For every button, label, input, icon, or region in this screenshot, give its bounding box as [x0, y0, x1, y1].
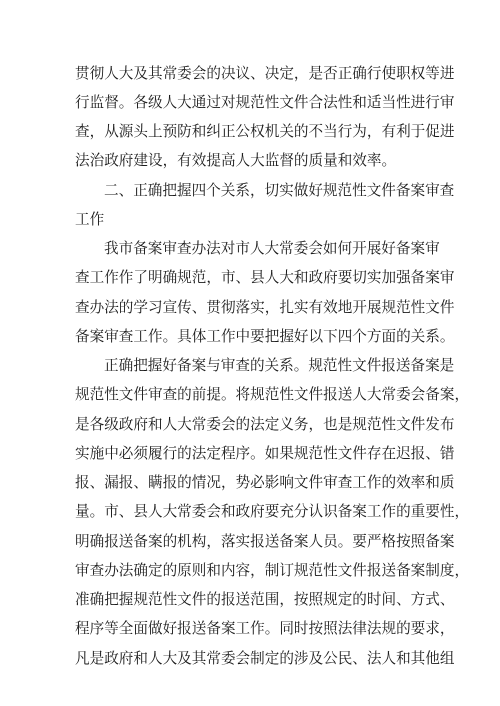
body-text-line: 凡是政府和人大及其常委会制定的涉及公民、法人和其他组 — [75, 650, 455, 667]
section-heading-line: 工作 — [75, 211, 105, 228]
body-text-line: 查工作作了明确规范，市、县人大和政府要切实加强备案审 — [75, 269, 455, 286]
body-text-line: 查，从源头上预防和纠正公权机关的不当行为，有利于促进 — [75, 123, 455, 140]
body-text-line: 备案审查工作。具体工作中要把握好以下四个方面的关系。 — [75, 328, 455, 345]
section-heading-line: 二、正确把握四个关系，切实做好规范性文件备案审查 — [104, 182, 455, 199]
body-text-line: 我市备案审查办法对市人大常委会如何开展好备案审 — [104, 240, 440, 257]
body-text-line: 行监督。各级人大通过对规范性文件合法性和适当性进行审 — [75, 94, 455, 111]
body-text-line: 实施中必须履行的法定程序。如果规范性文件存在迟报、错 — [75, 445, 455, 462]
body-text-line: 规范性文件审查的前提。将规范性文件报送人大常委会备案， — [75, 386, 470, 403]
body-text-line: 准确把握规范性文件的报送范围，按照规定的时间、方式、 — [75, 591, 455, 608]
body-text-line: 贯彻人大及其常委会的决议、决定，是否正确行使职权等进 — [75, 65, 455, 82]
body-text-line: 审查办法确定的原则和内容，制订规范性文件报送备案制度， — [75, 562, 470, 579]
body-text-line: 查办法的学习宣传、贯彻落实，扎实有效地开展规范性文件 — [75, 299, 455, 316]
body-text-line: 是各级政府和人大常委会的法定义务，也是规范性文件发布 — [75, 416, 455, 433]
body-text-line: 正确把握好备案与审查的关系。规范性文件报送备案是 — [104, 357, 455, 374]
body-text-line: 程序等全面做好报送备案工作。同时按照法律法规的要求， — [75, 620, 455, 637]
body-text-line: 量。市、县人大常委会和政府要充分认识备案工作的重要性， — [75, 503, 470, 520]
body-text-line: 报、漏报、瞒报的情况，势必影响文件审查工作的效率和质 — [75, 474, 455, 491]
body-text-line: 法治政府建设，有效提高人大监督的质量和效率。 — [75, 152, 397, 169]
body-text-line: 明确报送备案的机构，落实报送备案人员。要严格按照备案 — [75, 533, 455, 550]
